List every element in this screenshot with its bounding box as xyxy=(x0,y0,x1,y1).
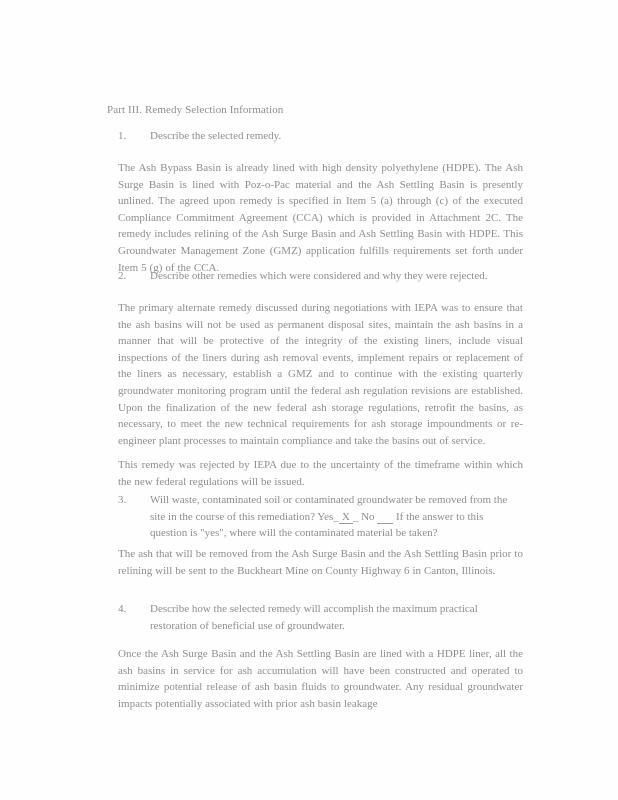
question-number: 3. xyxy=(118,494,127,506)
part-heading: Part III. Remedy Selection Information xyxy=(107,104,284,116)
question-text: Describe how the selected remedy will accomplish the maximum practical restoration of beneficial use of groundwater. xyxy=(150,603,478,632)
paragraph-rejection: This remedy was rejected by IEPA due to the uncertainty of the timeframe within which the new federal regulations will be issued. xyxy=(118,459,523,488)
question-number: 1. xyxy=(118,130,127,142)
question-text-mid: _ No xyxy=(352,510,375,523)
question-text-before: Will waste, contaminated soil or contaminated groundwater be removed from the site in the course of this remediation? Yes_ xyxy=(150,494,508,523)
paragraph-ash-removal: The ash that will be removed from the Ash Surge Basin and the Ash Settling Basin prior to relining will be sent to the Buckheart Mine on County Highway 6 in Canton, Illinois. xyxy=(118,548,523,577)
question-text-after: If the answer to this question is "yes", where will the contaminated material be taken? xyxy=(150,510,484,540)
paragraph-selected-remedy: The Ash Bypass Basin is already lined with high density polyethylene (HDPE). The Ash Surge Basin is lined with Poz-o-Pac material and the Ash Settling Basin is presently unlined. The agreed upon remedy is specified in Item 5 (a) through (c) of the executed Compliance Commitment Agreement (CCA) which is provided in Attachment 2C. The remedy includes relining of the Ash Surge Basin and Ash Settling Basin with HDPE. This Groundwater Management Zone (GMZ) application fulfills requirements set forth under Item 5 (g) of the CCA. xyxy=(118,162,523,274)
question-number: 2. xyxy=(118,270,127,282)
paragraph-groundwater-restoration: Once the Ash Surge Basin and the Ash Settling Basin are lined with a HDPE liner, all the ash basins in service for ash accumulation will have been constructed and operated to minimize potential release of ash basin fluids to groundwater. Any residual groundwater impacts potentially associated with prior ash basin leakage xyxy=(118,648,523,710)
question-1 xyxy=(118,128,523,145)
question-3 xyxy=(118,492,523,542)
paragraph-alternate-remedy: The primary alternate remedy discussed during negotiations with IEPA was to ensure that the ash basins will not be used as permanent disposal sites, maintain the ash basins in a manner that will be protective of the integrity of the existing liners, include visual inspections of the liners during ash removal events, implement repairs or replacement of the liners as necessary, establish a GMZ and to continue with the existing quarterly groundwater monitoring program until the federal ash regulation revisions are established. Upon the finalization of the new federal ash storage regulations, retrofit the basins, as necessary, to meet the new technical requirements for ash storage impoundments or re-engineer plant processes to maintain compliance and take the basins out of service. xyxy=(118,302,523,447)
no-answer-blank xyxy=(377,511,393,524)
question-2 xyxy=(118,268,523,285)
question-number: 4. xyxy=(118,603,127,615)
question-4 xyxy=(118,601,523,634)
question-text xyxy=(150,492,523,542)
question-text: Describe the selected remedy. xyxy=(150,130,282,142)
question-text: Describe other remedies which were considered and why they were rejected. xyxy=(150,270,488,282)
yes-answer-mark: X xyxy=(339,511,353,524)
